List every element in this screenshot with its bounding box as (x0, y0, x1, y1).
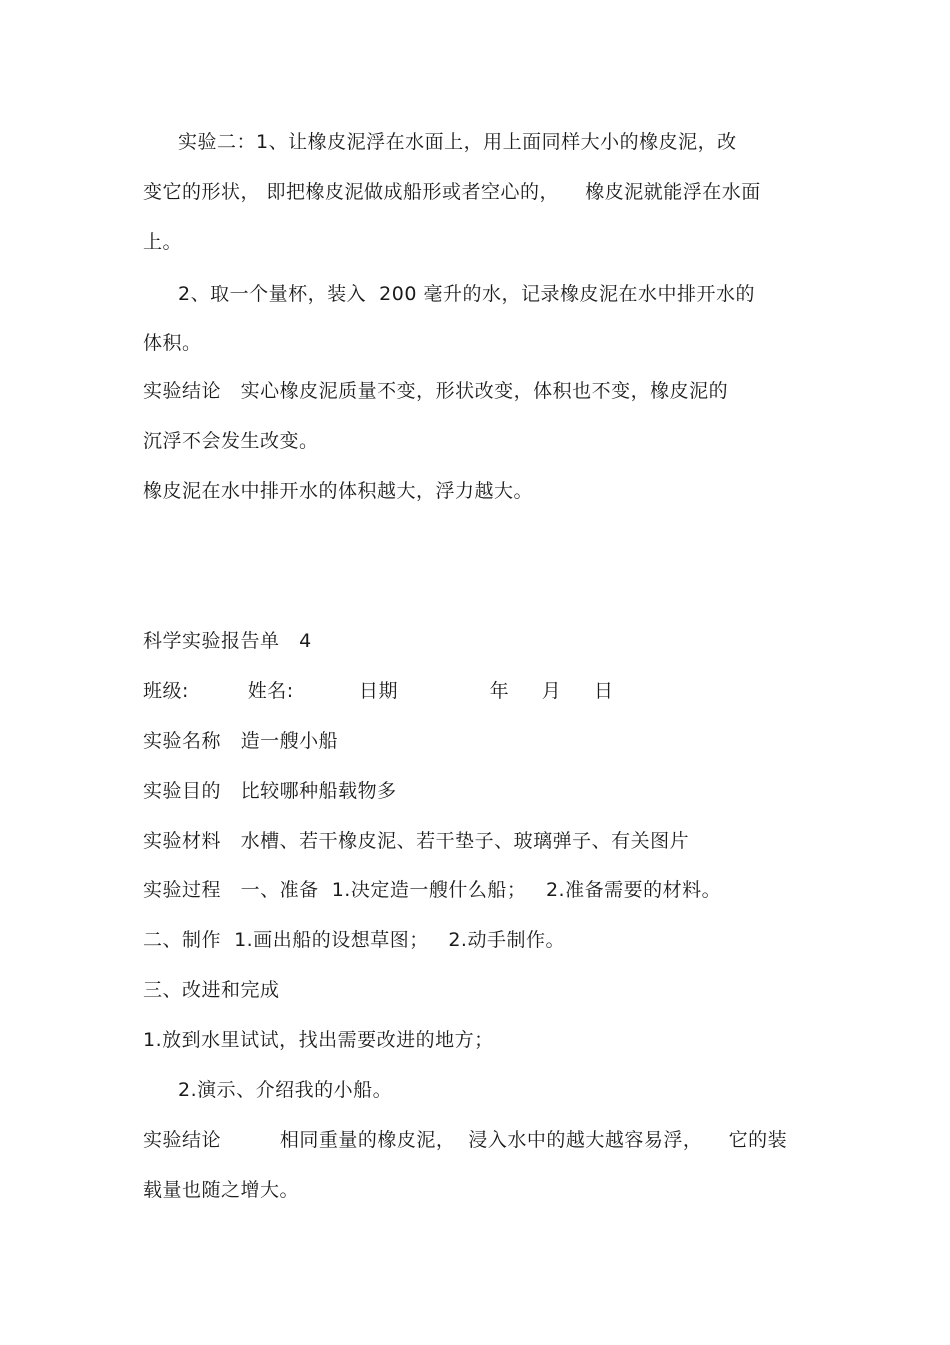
conclusion-line: 沉浮不会发生改变。 (143, 430, 319, 452)
paragraph-line: 变它的形状， 即把橡皮泥做成船形或者空心的， 橡皮泥就能浮在水面 (143, 181, 761, 203)
experiment-name: 实验名称 造一艘小船 (143, 730, 339, 752)
paragraph-line: 上。 (143, 231, 183, 253)
conclusion-line: 实验结论 实心橡皮泥质量不变，形状改变，体积也不变，橡皮泥的 (143, 380, 729, 402)
process-step: 2.演示、介绍我的小船。 (178, 1079, 393, 1101)
process-step: 二、制作 1.画出船的设想草图； 2.动手制作。 (143, 929, 565, 951)
paragraph-line: 2、取一个量杯，装入 200 毫升的水，记录橡皮泥在水中排开水的 (178, 283, 755, 305)
paragraph-line: 实验二：1、让橡皮泥浮在水面上，用上面同样大小的橡皮泥，改 (178, 131, 737, 153)
experiment-materials: 实验材料 水槽、若干橡皮泥、若干垫子、玻璃弹子、有关图片 (143, 830, 690, 852)
experiment-process: 实验过程 一、准备 1.决定造一艘什么船； 2.准备需要的材料。 (143, 879, 722, 901)
process-step: 1.放到水里试试，找出需要改进的地方； (143, 1029, 494, 1051)
experiment-conclusion: 载量也随之增大。 (143, 1179, 300, 1201)
experiment-purpose: 实验目的 比较哪种船载物多 (143, 780, 397, 802)
paragraph-line: 体积。 (143, 332, 202, 354)
report-title: 科学实验报告单 4 (143, 630, 312, 652)
experiment-conclusion: 实验结论 相同重量的橡皮泥， 浸入水中的越大越容易浮， 它的装 (143, 1129, 788, 1151)
report-info-line: 班级: 姓名: 日期 年 月 日 (143, 680, 614, 702)
conclusion-line: 橡皮泥在水中排开水的体积越大，浮力越大。 (143, 480, 534, 502)
process-step: 三、改进和完成 (143, 979, 280, 1001)
